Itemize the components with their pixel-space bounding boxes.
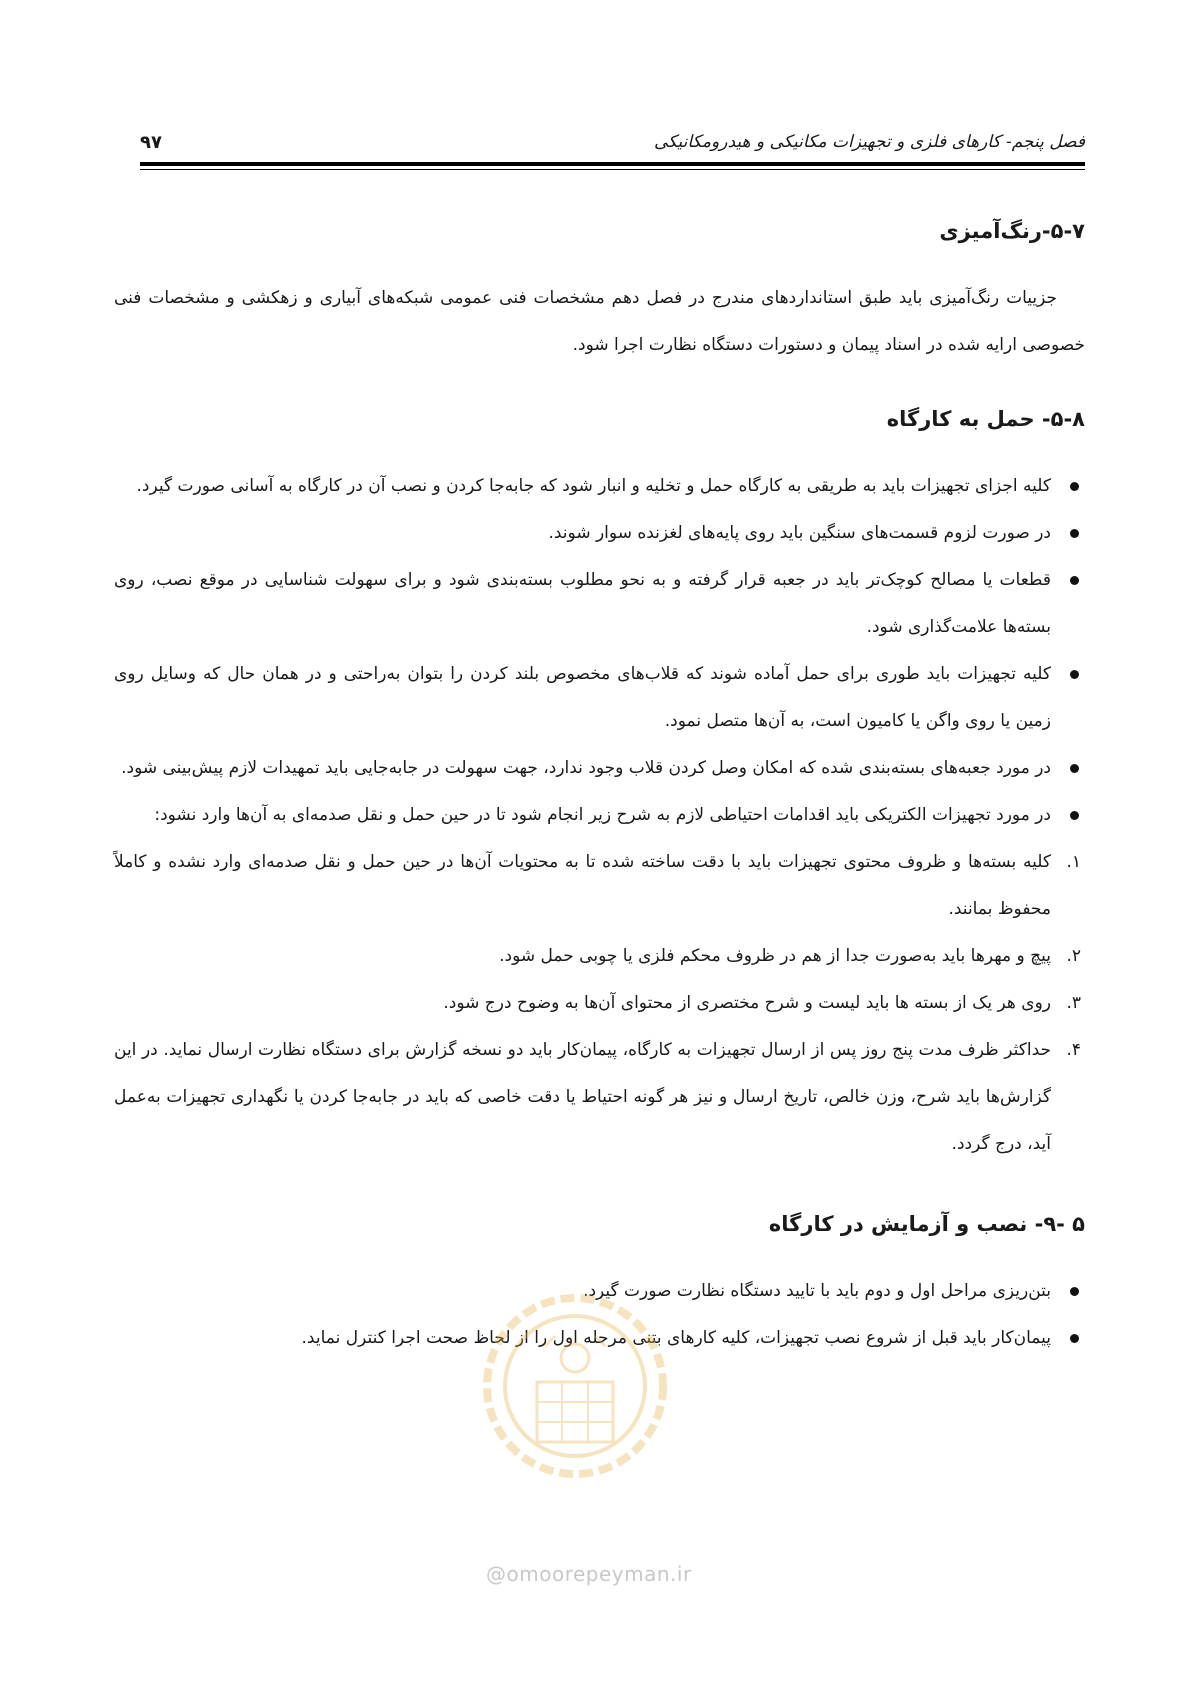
- item-number: ۱.: [1066, 852, 1081, 872]
- numbered-item: [114, 839, 1085, 933]
- list-item-text: پیمان‌کار باید قبل از شروع نصب تجهیزات، کلیه کارهای بتنی مرحله اول را از لحاظ صحت اجرا کنترل نماید.: [301, 1328, 1051, 1348]
- bullet-icon: [1070, 764, 1079, 773]
- chapter-title: فصل پنجم- کارهای فلزی و تجهیزات مکانیکی و هیدرومکانیکی: [653, 132, 1085, 152]
- list-item-text: کلیه اجزای تجهیزات باید به طریقی به کارگاه حمل و تخلیه و انبار شود که جابه‌جا کردن و نصب آن در کارگاه به آسانی صورت گیرد.: [136, 476, 1051, 496]
- list-item: [114, 745, 1085, 792]
- bullet-icon: [1070, 529, 1079, 538]
- header-rule-thin: [140, 169, 1085, 170]
- page-content: [114, 215, 1085, 1362]
- list-item-text: در صورت لزوم قسمت‌های سنگین باید روی پایه‌های لغزنده سوار شوند.: [548, 523, 1051, 543]
- bullet-icon: [1070, 1287, 1079, 1296]
- numbered-item-text: حداکثر ظرف مدت پنج روز پس از ارسال تجهیزات به کارگاه، پیمان‌کار باید دو نسخه گزارش برای دستگاه نظارت ارسال نماید. در این گزارش‌ها باید شرح، وزن خالص، تاریخ ارسال و نیز هر گونه احتیاط یا دقت خاصی که باید در جابه‌جا کردن یا نگهداری تجهیزات به‌عمل آید، درج گردد.: [114, 1040, 1051, 1154]
- numbered-item: [114, 980, 1085, 1027]
- numbered-item: [114, 1027, 1085, 1168]
- list-item-text: در مورد تجهیزات الکتریکی باید اقدامات احتیاطی لازم به شرح زیر انجام شود تا در حین حمل و نقل صدمه‌ای به آن‌ها وارد نشود:: [154, 805, 1051, 825]
- transport-bullet-list: [114, 463, 1085, 839]
- list-item-text: کلیه تجهیزات باید طوری برای حمل آماده شوند که قلاب‌های مخصوص بلند کردن را بتوان به‌راحتی و در همان حال که وسایل روی زمین یا روی واگن یا کامیون است، به آن‌ها متصل نمود.: [114, 664, 1051, 731]
- item-number: ۲.: [1066, 946, 1081, 966]
- bullet-icon: [1070, 576, 1079, 585]
- header-rule-thick: [140, 162, 1085, 166]
- list-item: [114, 651, 1085, 745]
- list-item-text: قطعات یا مصالح کوچک‌تر باید در جعبه قرار گرفته و به نحو مطلوب بسته‌بندی شود و برای سهولت شناسایی در موقع نصب، روی بسته‌ها علامت‌گذاری شود.: [114, 570, 1051, 637]
- watermark-logo-icon: [475, 1286, 675, 1486]
- list-item: [114, 463, 1085, 510]
- electrical-numbered-list: [114, 839, 1085, 1168]
- numbered-item-text: پیچ و مهرها باید به‌صورت جدا از هم در ظروف محکم فلزی یا چوبی حمل شود.: [499, 946, 1051, 966]
- section-heading-transport: ۵-۸- حمل به کارگاه: [886, 407, 1085, 431]
- page-number: ۹۷: [140, 132, 162, 153]
- bullet-icon: [1070, 670, 1079, 679]
- bullet-icon: [1070, 482, 1079, 491]
- section-heading-painting: ۵-۷-رنگ‌آمیزی: [939, 219, 1085, 243]
- numbered-item-text: روی هر یک از بسته ها باید لیست و شرح مختصری از محتوای آن‌ها به وضوح درج شود.: [443, 993, 1051, 1013]
- list-item: [114, 510, 1085, 557]
- page-header: [140, 120, 1085, 168]
- item-number: ۳.: [1066, 993, 1081, 1013]
- list-item: [114, 792, 1085, 839]
- section-heading-installation: ۵ -۹- نصب و آزمایش در کارگاه: [768, 1212, 1085, 1236]
- numbered-item-text: کلیه بسته‌ها و ظروف محتوی تجهیزات باید با دقت ساخته شده تا به محتویات آن‌ها در حین حمل و نقل صدمه‌ای وارد نشده و کاملاً محفوظ بمانند.: [114, 852, 1051, 919]
- bullet-icon: [1070, 1334, 1079, 1343]
- watermark-url: @omoorepeyman.ir: [486, 1562, 692, 1586]
- list-item: [114, 557, 1085, 651]
- bullet-icon: [1070, 811, 1079, 820]
- painting-paragraph: جزییات رنگ‌آمیزی باید طبق استانداردهای مندرج در فصل دهم مشخصات فنی عمومی شبکه‌های آبیاری و زهکشی و مشخصات فنی خصوصی ارایه شده در اسناد پیمان و دستورات دستگاه نظارت اجرا شود.: [114, 288, 1085, 355]
- list-item-text: بتن‌ریزی مراحل اول و دوم باید با تایید دستگاه نظارت صورت گیرد.: [583, 1281, 1051, 1301]
- list-item-text: در مورد جعبه‌های بسته‌بندی شده که امکان وصل کردن قلاب وجود ندارد، جهت سهولت در جابه‌جایی باید تمهیدات لازم پیش‌بینی شود.: [121, 758, 1051, 778]
- numbered-item: [114, 933, 1085, 980]
- item-number: ۴.: [1066, 1040, 1081, 1060]
